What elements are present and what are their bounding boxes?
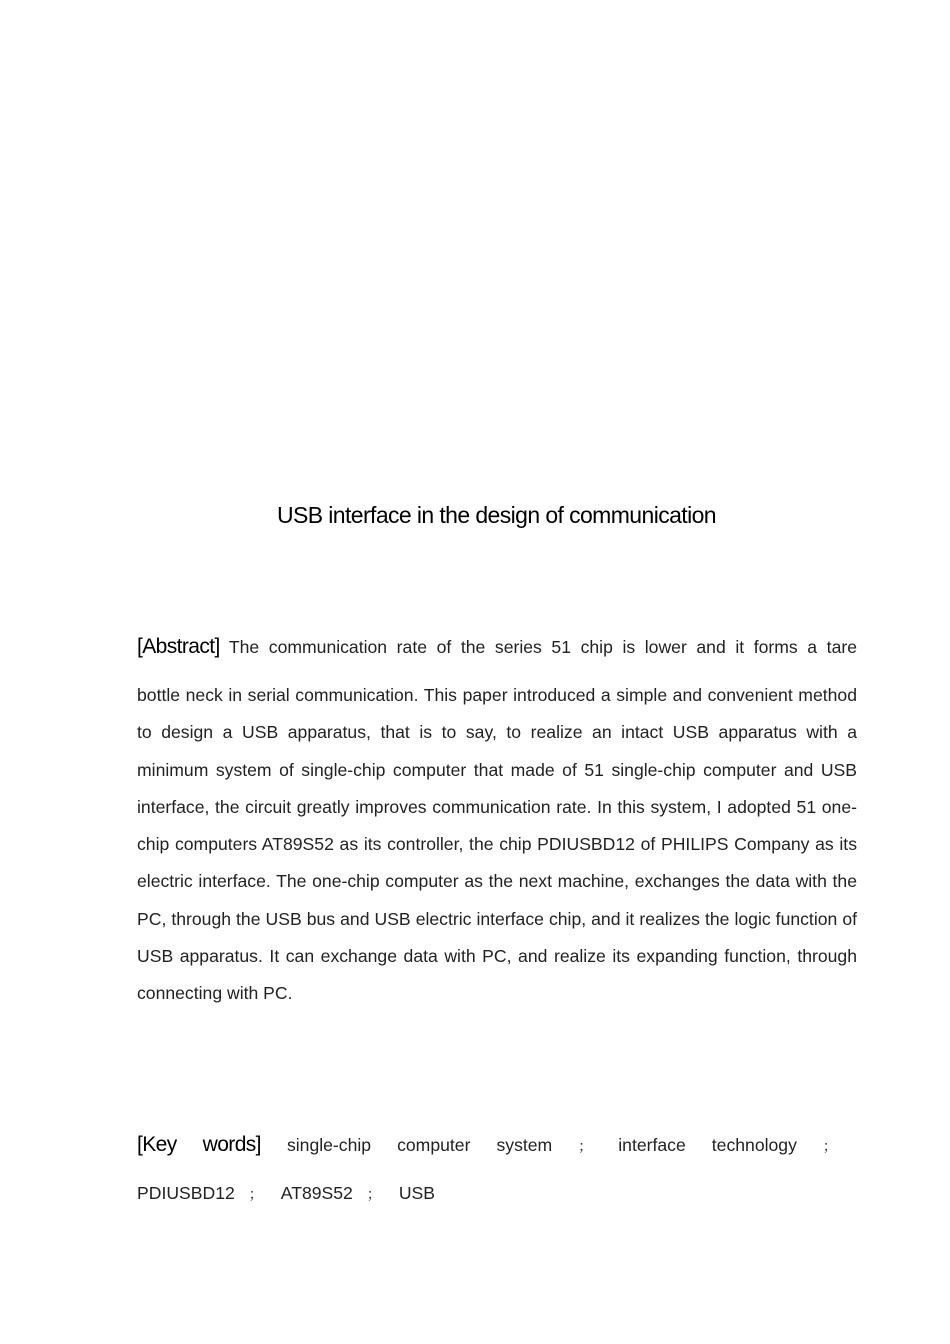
- keyword-term: system: [496, 1135, 553, 1155]
- keyword-separator: ；: [822, 1138, 837, 1154]
- keywords-line-1: [137, 1128, 837, 1162]
- keywords-section: [137, 1128, 837, 1210]
- abstract-label: [Abstract]: [137, 635, 220, 658]
- keyword-term: interface: [618, 1135, 686, 1155]
- keywords-label-part1: [Key: [137, 1133, 177, 1156]
- keyword-term: single-chip: [286, 1135, 372, 1155]
- keywords-line-2: [137, 1176, 837, 1210]
- keyword-term: AT89S52: [280, 1183, 353, 1203]
- document-title: USB interface in the design of communication: [277, 502, 716, 528]
- keyword-term: computer: [397, 1135, 471, 1155]
- keyword-term: PDIUSBD12: [137, 1183, 235, 1203]
- abstract-opening-text: The communication rate of the series 51 chip is lower and it forms a tare: [228, 637, 857, 657]
- abstract-body: bottle neck in serial communication. This paper introduced a simple and convenient method to design a USB apparatus, that is to say, to realize an intact USB apparatus with a minimum system of single-chip computer that made of 51 single-chip computer and USB interface, the circuit greatly improves communication rate. In this system, I adopted 51 one-chip computers AT89S52 as its controller, the chip PDIUSBD12 of PHILIPS Company as its electric interface. The one-chip computer as the next machine, exchanges the data with the PC, through the USB bus and USB electric interface chip, and it realizes the logic function of USB apparatus. It can exchange data with PC, and realize its expanding function, through connecting with PC.: [137, 685, 857, 1004]
- abstract-section: [137, 630, 857, 1013]
- keyword-separator: ；: [578, 1138, 593, 1154]
- abstract-first-line: [137, 630, 857, 664]
- keyword-separator: ；: [366, 1186, 381, 1202]
- keyword-separator: ；: [248, 1186, 263, 1202]
- keyword-term: technology: [711, 1135, 797, 1155]
- keywords-label-part2: words]: [202, 1133, 261, 1156]
- keyword-term: USB: [398, 1183, 436, 1203]
